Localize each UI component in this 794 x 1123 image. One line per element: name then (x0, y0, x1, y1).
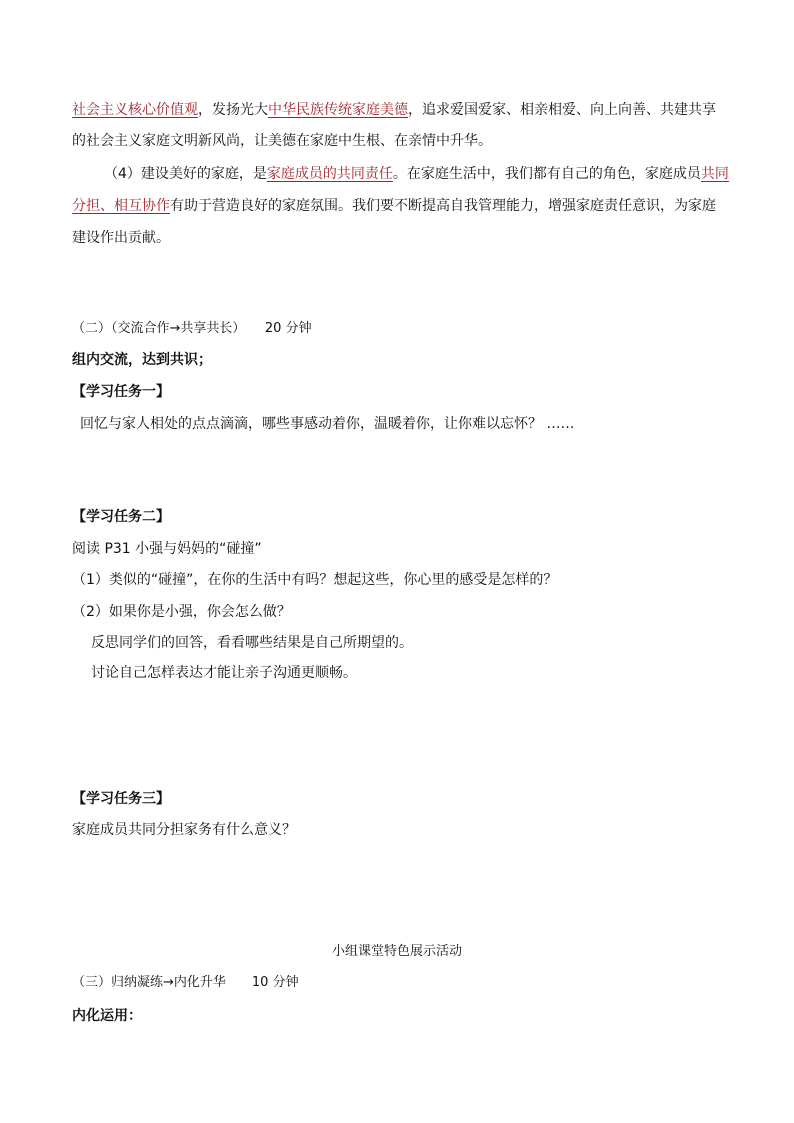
section-3-heading: （三）归纳凝练→内化升华 10 分钟 (72, 975, 299, 990)
paragraph-3-line-1 (72, 100, 716, 120)
paragraph-4-line-3: 建设作出贡献。 (72, 230, 170, 246)
task-3-content: 家庭成员共同分担家务有什么意义？ (72, 822, 296, 838)
section-3-subheading: 内化运用： (72, 1008, 142, 1024)
task-2-question-2: （2）如果你是小强，你会怎么做？ (72, 604, 291, 620)
task-2-read: 阅读 P31 小强与妈妈的“碰撞” (72, 541, 262, 557)
paragraph-4-line-2 (72, 196, 716, 216)
text-segment: （4）建设美好的家庭，是 (104, 166, 267, 182)
activity-title: 小组课堂特色展示活动 (331, 944, 462, 959)
highlight-family-virtues: 中华民族传统家庭美德 (268, 102, 408, 118)
text-segment: ，追求爱国爱家、相亲相爱、向上向善、共建共享 (408, 102, 716, 118)
task-2-note-2: 讨论自己怎样表达才能让亲子沟通更顺畅。 (91, 665, 357, 681)
paragraph-4-line-1 (104, 164, 729, 184)
task-1-content: 回忆与家人相处的点点滴滴，哪些事感动着你，温暖着你，让你难以忘怀？ …… (80, 416, 575, 432)
text-segment: 有助于营造良好的家庭氛围。我们要不断提高自我管理能力，增强家庭责任意识，为家庭 (170, 198, 716, 214)
highlight-shared: 共同 (700, 166, 729, 182)
section-2-heading: （二）（交流合作→共享共长） 20 分钟 (72, 321, 312, 336)
text-segment: ，发扬光大 (198, 102, 268, 118)
highlight-shared-responsibility: 家庭成员的共同责任 (266, 166, 393, 182)
paragraph-3-line-2: 的社会主义家庭文明新风尚，让美德在家庭中生根、在亲情中升华。 (72, 133, 492, 149)
task-2-note-1: 反思同学们的回答，看看哪些结果是自己所期望的。 (91, 635, 413, 651)
task-1-title: 【学习任务一】 (72, 384, 170, 400)
task-3-title: 【学习任务三】 (72, 791, 170, 807)
task-2-title: 【学习任务二】 (72, 509, 170, 525)
text-segment: 。在家庭生活中，我们都有自己的角色，家庭成员 (392, 166, 701, 182)
highlight-cooperation: 分担、相互协作 (72, 198, 170, 214)
section-2-instruction: 组内交流，达到共识； (72, 352, 212, 368)
highlight-core-values: 社会主义核心价值观 (72, 102, 198, 118)
task-2-question-1: （1）类似的“碰撞”，在你的生活中有吗？想起这些，你心里的感受是怎样的？ (72, 572, 558, 588)
